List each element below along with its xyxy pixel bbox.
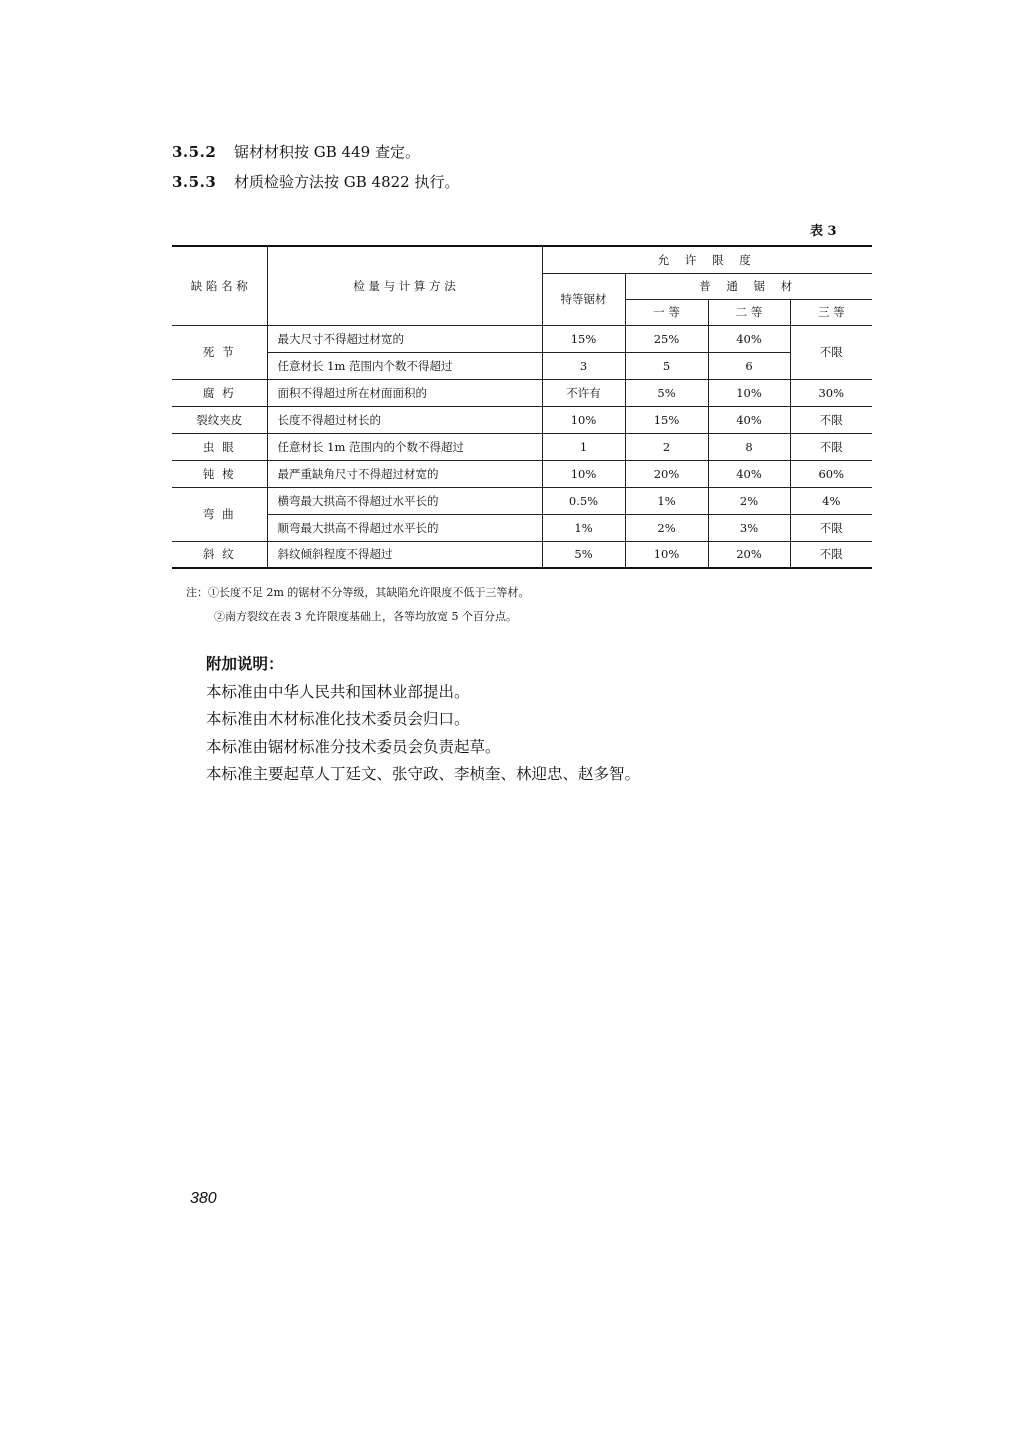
method-cell: 最严重缺角尺寸不得超过材宽的 [267,460,542,487]
special-cell: 1% [542,514,625,541]
defect-name: 钝 棱 [172,460,267,487]
grade1-cell: 15% [625,406,708,433]
grade1-cell: 20% [625,460,708,487]
grade3-cell: 不限 [790,433,872,460]
clause-3-5-2 [172,141,420,162]
clause-number: 3.5.3 [172,173,217,191]
header-ordinary: 普 通 锯 材 [625,273,872,299]
method-cell: 任意材长 1m 范围内的个数不得超过 [267,433,542,460]
addendum-line: 本标准由锯材标准分技术委员会负责起草。 [206,737,501,756]
grade2-cell: 8 [708,433,790,460]
header-allowance: 允 许 限 度 [542,246,872,273]
grade3-cell: 4% [790,487,872,514]
addendum [206,650,640,789]
grade2-cell: 40% [708,406,790,433]
header-grade-2: 二 等 [708,299,790,325]
grade1-cell: 25% [625,325,708,352]
method-cell: 顺弯最大拱高不得超过水平长的 [267,514,542,541]
special-cell: 3 [542,352,625,379]
table-row [172,406,872,433]
method-cell: 面积不得超过所在材面面积的 [267,379,542,406]
grade1-cell: 5 [625,352,708,379]
defect-name: 弯 曲 [172,487,267,541]
header-row [172,246,872,273]
addendum-line: 本标准由中华人民共和国林业部提出。 [206,682,470,701]
grade3-cell: 不限 [790,514,872,541]
table-notes [186,581,529,629]
note-1: 注：①长度不足 2m 的锯材不分等级，其缺陷允许限度不低于三等材。 [186,586,530,599]
table-row [172,514,872,541]
defect-name: 虫 眼 [172,433,267,460]
table-row [172,460,872,487]
special-cell: 15% [542,325,625,352]
special-cell: 10% [542,406,625,433]
special-cell: 5% [542,541,625,568]
defect-allowance-table [172,245,872,569]
grade1-cell: 1% [625,487,708,514]
clause-3-5-3 [172,171,460,192]
special-cell: 10% [542,460,625,487]
table-row [172,541,872,568]
clause-text: 锯材材积按 GB 449 查定。 [234,143,420,161]
special-cell: 不许有 [542,379,625,406]
method-cell: 横弯最大拱高不得超过水平长的 [267,487,542,514]
note-2: ②南方裂纹在表 3 允许限度基础上，各等均放宽 5 个百分点。 [214,610,517,623]
clause-text: 材质检验方法按 GB 4822 执行。 [234,173,460,191]
header-grade-1: 一 等 [625,299,708,325]
defect-name: 腐 朽 [172,379,267,406]
grade1-cell: 5% [625,379,708,406]
grade1-cell: 2% [625,514,708,541]
header-defect-name: 缺 陷 名 称 [172,246,267,325]
special-cell: 0.5% [542,487,625,514]
addendum-line: 本标准由木材标准化技术委员会归口。 [206,710,470,728]
method-cell: 任意材长 1m 范围内个数不得超过 [267,352,542,379]
table-row [172,487,872,514]
grade3-cell: 60% [790,460,872,487]
addendum-line: 本标准主要起草人丁廷文、张守政、李桢奎、林迎忠、赵多智。 [206,765,641,783]
defect-name: 死 节 [172,325,267,379]
grade3-cell: 不限 [790,541,872,568]
grade2-cell: 20% [708,541,790,568]
grade2-cell: 3% [708,514,790,541]
clause-number: 3.5.2 [172,143,217,161]
grade3-cell: 30% [790,379,872,406]
grade2-cell: 40% [708,325,790,352]
page-number: 380 [190,1190,217,1207]
defect-name: 裂纹夹皮 [172,406,267,433]
grade3-cell: 不限 [790,406,872,433]
table-row [172,352,872,379]
method-cell: 最大尺寸不得超过材宽的 [267,325,542,352]
grade2-cell: 10% [708,379,790,406]
header-grade-3: 三 等 [790,299,872,325]
grade2-cell: 6 [708,352,790,379]
grade3-cell: 不限 [790,325,872,379]
grade1-cell: 2 [625,433,708,460]
addendum-heading: 附加说明： [206,654,284,673]
method-cell: 长度不得超过材长的 [267,406,542,433]
header-method: 检 量 与 计 算 方 法 [267,246,542,325]
grade2-cell: 2% [708,487,790,514]
table-row [172,325,872,352]
grade2-cell: 40% [708,460,790,487]
special-cell: 1 [542,433,625,460]
header-special-grade: 特等锯材 [542,273,625,325]
method-cell: 斜纹倾斜程度不得超过 [267,541,542,568]
defect-name: 斜 纹 [172,541,267,568]
table-row [172,433,872,460]
table-row [172,379,872,406]
grade1-cell: 10% [625,541,708,568]
table-caption: 表 3 [810,224,837,239]
